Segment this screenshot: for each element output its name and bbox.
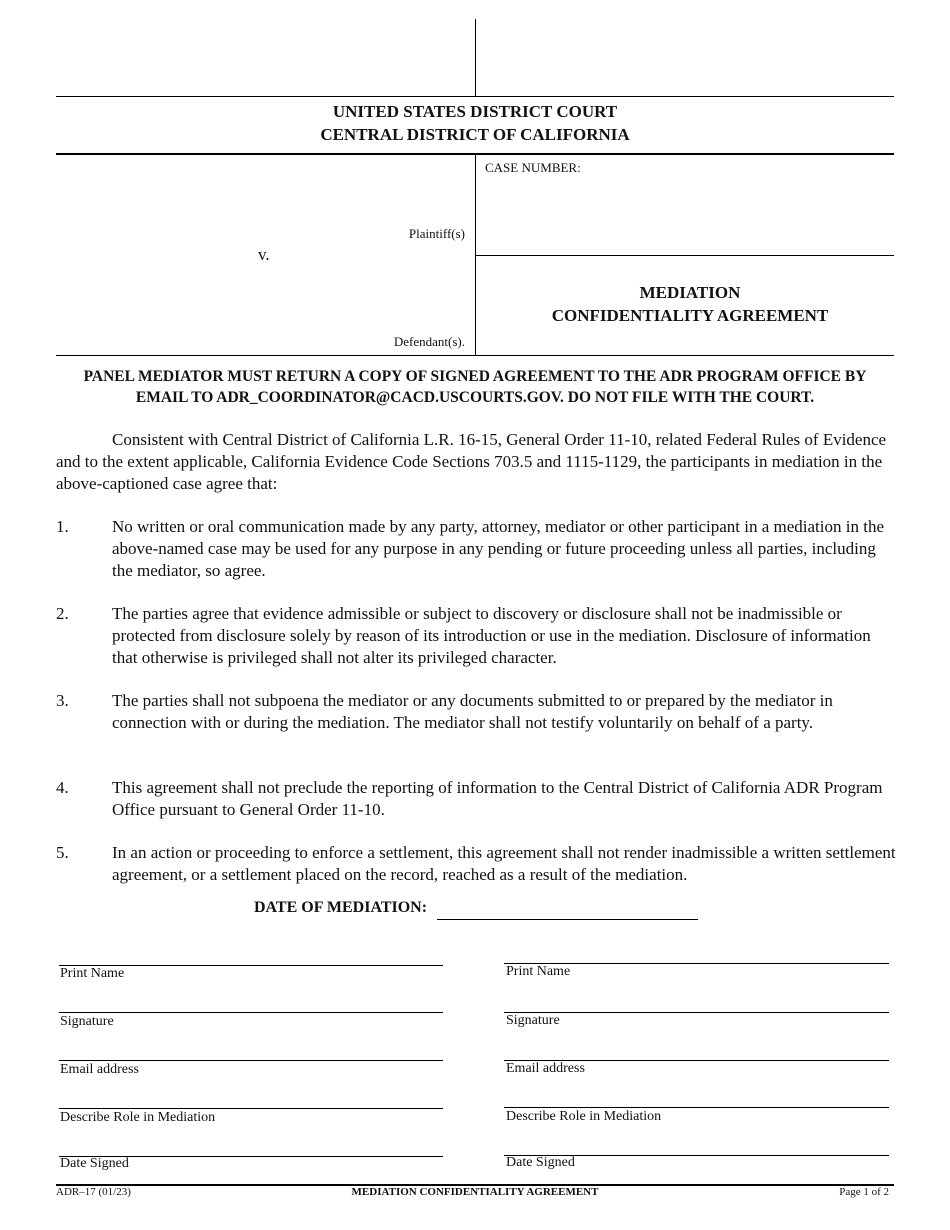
court-name bbox=[56, 100, 894, 146]
left-print-name-label: Print Name bbox=[60, 966, 125, 981]
court-line-2: CENTRAL DISTRICT OF CALIFORNIA bbox=[320, 125, 630, 144]
item-text: This agreement shall not preclude the reporting of information to the Central District of California ADR Program Office pursuant to General Order 11-10. bbox=[112, 778, 883, 819]
item-text: The parties shall not subpoena the mediator or any documents submitted to or prepared by the mediator in connection with or during the mediation. The mediator shall not testify voluntarily on behalf of a party. bbox=[112, 691, 833, 732]
item-text: In an action or proceeding to enforce a settlement, this agreement shall not render inadmissible a written settlement agreement, or a settlement placed on the record, reached as a result of the mediation. bbox=[112, 843, 896, 884]
parties-field[interactable] bbox=[60, 160, 460, 220]
footer-form-id: ADR–17 (01/23) bbox=[56, 1186, 131, 1198]
left-email-label: Email address bbox=[60, 1062, 139, 1077]
case-number-field[interactable] bbox=[485, 180, 885, 250]
header-top-rule bbox=[56, 96, 894, 97]
date-of-mediation-field[interactable] bbox=[437, 919, 698, 920]
notice-line-1: PANEL MEDIATOR MUST RETURN A COPY OF SIGNED AGREEMENT TO THE ADR PROGRAM OFFICE BY bbox=[83, 368, 867, 385]
case-number-bottom-rule bbox=[476, 255, 894, 256]
right-role-label: Describe Role in Mediation bbox=[506, 1109, 662, 1124]
item-number: 2. bbox=[56, 604, 69, 623]
item-text: The parties agree that evidence admissible or subject to discovery or disclosure shall not be inadmissible or protected from disclosure solely by reason of its introduction or use in the mediation. Disclosure of information that otherwise is privileged shall not alter its privileged character. bbox=[112, 604, 871, 667]
form-title bbox=[476, 281, 904, 327]
right-signature-label: Signature bbox=[506, 1013, 560, 1028]
right-print-name-label: Print Name bbox=[506, 964, 571, 979]
return-notice bbox=[56, 366, 894, 408]
header-top-divider bbox=[475, 19, 476, 97]
form-title-line-1: MEDIATION bbox=[639, 283, 741, 302]
versus-label: v. bbox=[258, 245, 270, 264]
item-text: No written or oral communication made by any party, attorney, mediator or other participant in a mediation in the above-named case may be used for any purpose in any pending or future proceeding unless all parties, including the mediator, so agree. bbox=[112, 517, 884, 580]
footer-form-title: MEDIATION CONFIDENTIALITY AGREEMENT bbox=[351, 1186, 599, 1198]
item-number: 1. bbox=[56, 517, 69, 536]
form-title-line-2: CONFIDENTIALITY AGREEMENT bbox=[551, 306, 829, 325]
court-line-1: UNITED STATES DISTRICT COURT bbox=[332, 102, 618, 121]
left-date-signed-label: Date Signed bbox=[60, 1156, 129, 1171]
plaintiff-label: Plaintiff(s) bbox=[408, 226, 465, 241]
footer-page-number: Page 1 of 2 bbox=[839, 1186, 889, 1198]
left-signature-field[interactable] bbox=[59, 1012, 443, 1013]
date-of-mediation-label: DATE OF MEDIATION: bbox=[254, 899, 428, 916]
left-email-field[interactable] bbox=[59, 1060, 443, 1061]
item-number: 3. bbox=[56, 691, 69, 710]
left-role-label: Describe Role in Mediation bbox=[60, 1110, 216, 1125]
defendant-label: Defendant(s). bbox=[393, 334, 465, 349]
notice-line-2: EMAIL TO ADR_COORDINATOR@CACD.USCOURTS.GOV. DO NOT FILE WITH THE COURT. bbox=[135, 389, 815, 406]
item-number: 4. bbox=[56, 778, 69, 797]
right-date-signed-label: Date Signed bbox=[506, 1155, 575, 1170]
left-role-field[interactable] bbox=[59, 1108, 443, 1109]
case-number-label: CASE NUMBER: bbox=[485, 160, 581, 175]
item-number: 5. bbox=[56, 843, 69, 862]
right-role-field[interactable] bbox=[504, 1107, 889, 1108]
left-signature-label: Signature bbox=[60, 1014, 114, 1029]
caption-bottom-rule bbox=[56, 355, 894, 356]
right-email-label: Email address bbox=[506, 1061, 585, 1076]
intro-paragraph: Consistent with Central District of California L.R. 16-15, General Order 11-10, related Federal Rules of Evidence and to the extent applicable, California Evidence Code Sections 703.5 and 1115-1129, the participants in mediation in the above-captioned case agree that: bbox=[56, 430, 887, 493]
right-signature-field[interactable] bbox=[504, 1012, 889, 1013]
